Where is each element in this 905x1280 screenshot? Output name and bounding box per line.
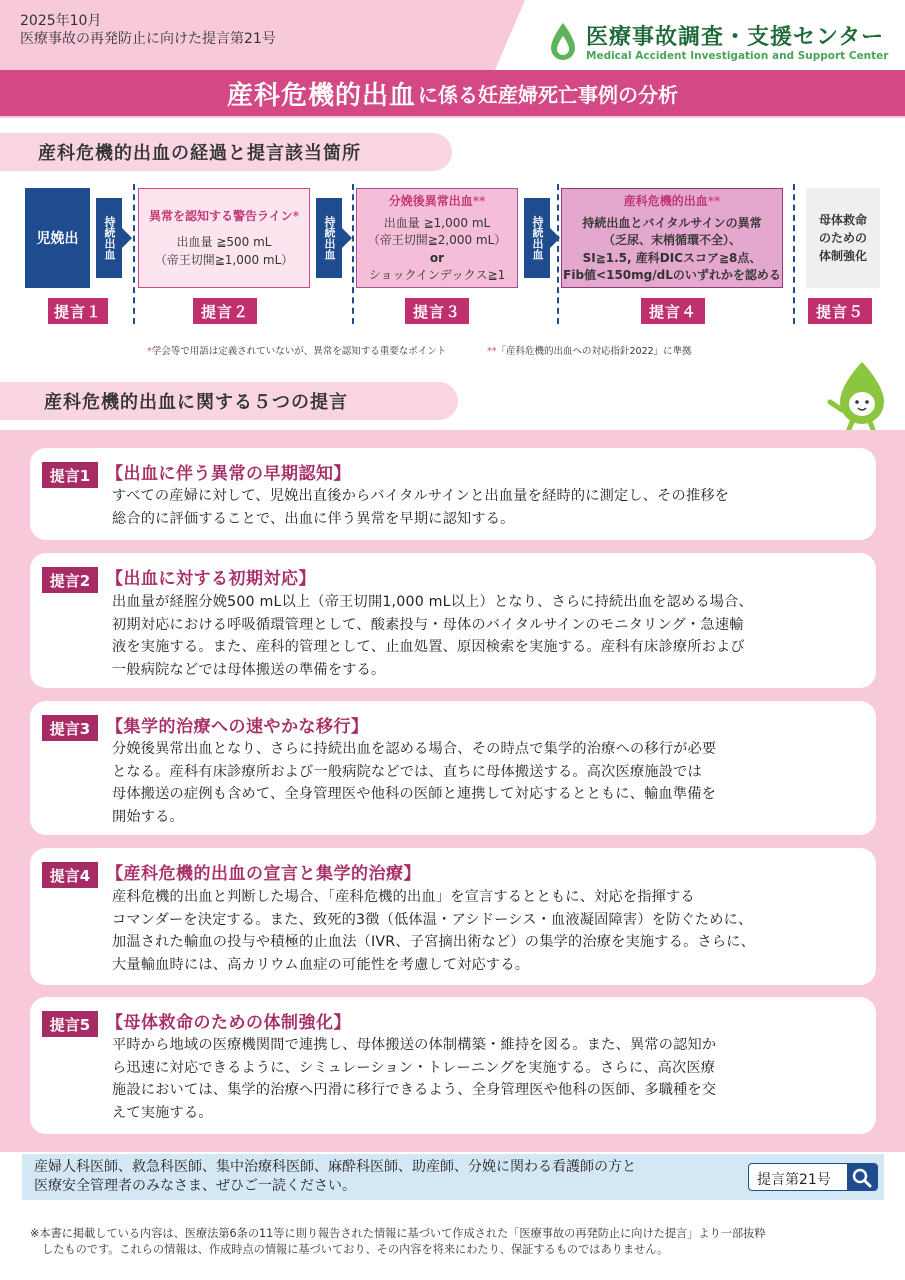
- proposal-badge-5: 提言５: [808, 298, 872, 324]
- flow-box-warning-title: 異常を認知する警告ライン*: [149, 209, 299, 224]
- flow-box-pph-line2: （帝王切開≧2,000 mL）: [367, 233, 507, 248]
- flow-arrow-label: 持続出血: [96, 198, 122, 278]
- flow-box-pph-line1: 出血量 ≧1,000 mL: [383, 215, 491, 230]
- page-title-rest: に係る妊産婦死亡事例の分析: [418, 82, 678, 107]
- proposal-card-badge: 提言5: [42, 1011, 98, 1037]
- flow-arrow-1: [96, 198, 132, 278]
- disclaimer-line2: したものです。これらの情報は、作成時点の情報に基づいており、その内容を将来にわたり、保証するものではありません。: [42, 1243, 669, 1256]
- proposal-card-badge: 提言4: [42, 862, 98, 888]
- disclaimer-line1: ※本書に掲載している内容は、医療法第6条の11等に則り報告された情報に基づいて作成された「医療事故の再発防止に向けた提言」より一部抜粋: [30, 1227, 766, 1240]
- section-title-course: 産科危機的出血の経過と提言該当箇所: [0, 133, 452, 171]
- section-title-proposals: 産科危機的出血に関する５つの提言: [0, 382, 458, 420]
- divider-dashed: [557, 184, 559, 324]
- flow-box-system-line3: 体制強化: [818, 249, 867, 263]
- flow-box-critical-line4: Fib値<150mg/dLのいずれかを認める: [563, 267, 781, 282]
- proposal-card-body: 産科危機的出血と判断した場合、「産科危機的出血」を宣言するとともに、対応を指揮する コマンダーを決定する。また、致死的3徴（低体温・アシドーシス・血液凝固障害）を防ぐために、 加温された輸血の投与や積極的止血法（IVR、子宮摘出術など）の集学的治療を実施する。さらに、 大量輸血時には、高カリウム血症の可能性を考慮して対応する。: [112, 889, 756, 973]
- proposal-card-4: [30, 848, 876, 985]
- proposal-card-body: 出血量が経腟分娩500 mL以上（帝王切開1,000 mL以上）となり、さらに持続出血を認める場合、 初期対応における呼吸循環管理として、酸素投与・母体のバイタルサインのモニタリング・急速輸 液を実施する。また、産科的管理として、止血処置、原因検索を実施する。産科有床診療所および 一般病院などでは母体搬送の準備をする。: [112, 594, 753, 678]
- flow-box-pph-title: 分娩後異常出血**: [388, 193, 486, 208]
- flow-arrow-label: 持続出血: [524, 198, 550, 278]
- flow-box-pph-line4: ショックインデックス≧1: [368, 267, 506, 282]
- proposal-card-heading: 【出血に伴う異常の早期認知】: [106, 464, 351, 484]
- proposal-card-badge: 提言1: [42, 462, 98, 488]
- divider-dashed: [793, 184, 795, 324]
- flow-box-system: [806, 188, 880, 288]
- page-title: [0, 70, 905, 116]
- header: [0, 0, 905, 118]
- proposal-card-body: 平時から地域の医療機関間で連携し、母体搬送の体制構築・維持を図る。また、異常の認知か ら迅速に対応できるように、シミュレーション・トレーニングを実施する。さらに、高次医療 施設においては、集学的治療へ円滑に移行できるよう、全身管理医や他科の医師、多職種を交 えて実施する。: [112, 1037, 717, 1121]
- logo-text-en: Medical Accident Investigation and Support Center: [586, 50, 889, 62]
- flow-box-delivery: [25, 188, 90, 288]
- flow-box-critical-title: 産科危機的出血**: [623, 193, 721, 208]
- proposal-badge-2: 提言２: [193, 298, 257, 324]
- proposal-card-body: 分娩後異常出血となり、さらに持続出血を認める場合、その時点で集学的治療への移行が必要 となる。産科有床診療所および一般病院などでは、直ちに母体搬送する。高次医療施設では 母体搬送の症例も含めて、全身管理医や他科の医師と連携して対応するとともに、輸血準備を 開始する。: [112, 741, 717, 825]
- search-button[interactable]: [847, 1164, 877, 1190]
- proposal-card-heading: 【集学的治療への速やかな移行】: [106, 717, 369, 737]
- arrow-right-icon: [340, 226, 352, 250]
- flow-box-pph: [356, 188, 518, 288]
- logo-text-jp: 医療事故調査・支援センター: [586, 25, 885, 50]
- proposal-card-1: [30, 448, 876, 540]
- search-box[interactable]: [748, 1163, 878, 1191]
- issue-subtitle: 医療事故の再発防止に向けた提言第21号: [20, 31, 276, 47]
- search-icon: [847, 1164, 877, 1190]
- arrow-right-icon: [120, 226, 132, 250]
- divider-dashed: [133, 184, 135, 324]
- proposal-card-3: [30, 701, 876, 835]
- proposal-card-heading: 【母体救命のための体制強化】: [106, 1013, 351, 1033]
- page-title-main: 産科危機的出血: [226, 80, 416, 111]
- flow-box-system-line1: 母体救命: [818, 213, 867, 227]
- flow-box-critical-line3: SI≧1.5, 産科DICスコア≧8点、: [582, 250, 762, 265]
- proposal-card-heading: 【出血に対する初期対応】: [106, 569, 316, 589]
- logo-drop-icon: [548, 22, 578, 62]
- flow-box-critical-line1: 持続出血とバイタルサインの異常: [582, 215, 762, 230]
- flow-arrow-3: [524, 198, 560, 278]
- flow-box-system-line2: のための: [818, 231, 867, 245]
- disclaimer: [30, 1226, 890, 1258]
- proposal-card-badge: 提言3: [42, 715, 98, 741]
- divider-dashed: [352, 184, 354, 324]
- flow-box-critical: [561, 188, 783, 288]
- flow-box-warning-line1: 出血量 ≧500 mL: [176, 235, 272, 250]
- flow-box-warning-line: [138, 188, 310, 288]
- footnote-warning-line: *学会等で用語は定義されていないが、異常を認知する重要なポイント: [147, 346, 447, 357]
- issue-date: 2025年10月: [20, 13, 102, 29]
- flow-arrow-label: 持続出血: [316, 198, 342, 278]
- proposal-card-2: [30, 553, 876, 688]
- proposal-card-5: [30, 997, 876, 1134]
- audience-text: 産婦人科医師、救急科医師、集中治療科医師、麻酔科医師、助産師、分娩に関わる看護師の方と 医療安全管理者のみなさま、ぜひご一読ください。: [34, 1159, 636, 1194]
- proposal-card-heading: 【産科危機的出血の宣言と集学的治療】: [106, 864, 421, 884]
- footnote-guideline: **「産科危機的出血への対応指針2022」に準拠: [487, 346, 692, 357]
- proposal-badge-3: 提言３: [405, 298, 469, 324]
- mascot-drop-icon: [822, 360, 892, 434]
- flow-box-critical-line2: （乏尿、末梢循環不全）、: [602, 233, 741, 248]
- proposal-badge-1: 提言１: [48, 298, 108, 324]
- proposal-card-body: すべての産婦に対して、児娩出直後からバイタルサインと出血量を経時的に測定し、その推移を 総合的に評価することで、出血に伴う異常を早期に認知する。: [112, 488, 730, 527]
- flow-box-warning-line2: （帝王切開≧1,000 mL）: [154, 252, 294, 267]
- proposal-badge-4: 提言４: [641, 298, 705, 324]
- proposal-card-badge: 提言2: [42, 567, 98, 593]
- search-box-label: 提言第21号: [757, 1172, 831, 1188]
- flow-arrow-2: [316, 198, 352, 278]
- flow-box-delivery-label: 児娩出: [36, 231, 79, 247]
- audience-banner: [22, 1154, 884, 1200]
- flow-box-pph-line3: or: [429, 250, 445, 265]
